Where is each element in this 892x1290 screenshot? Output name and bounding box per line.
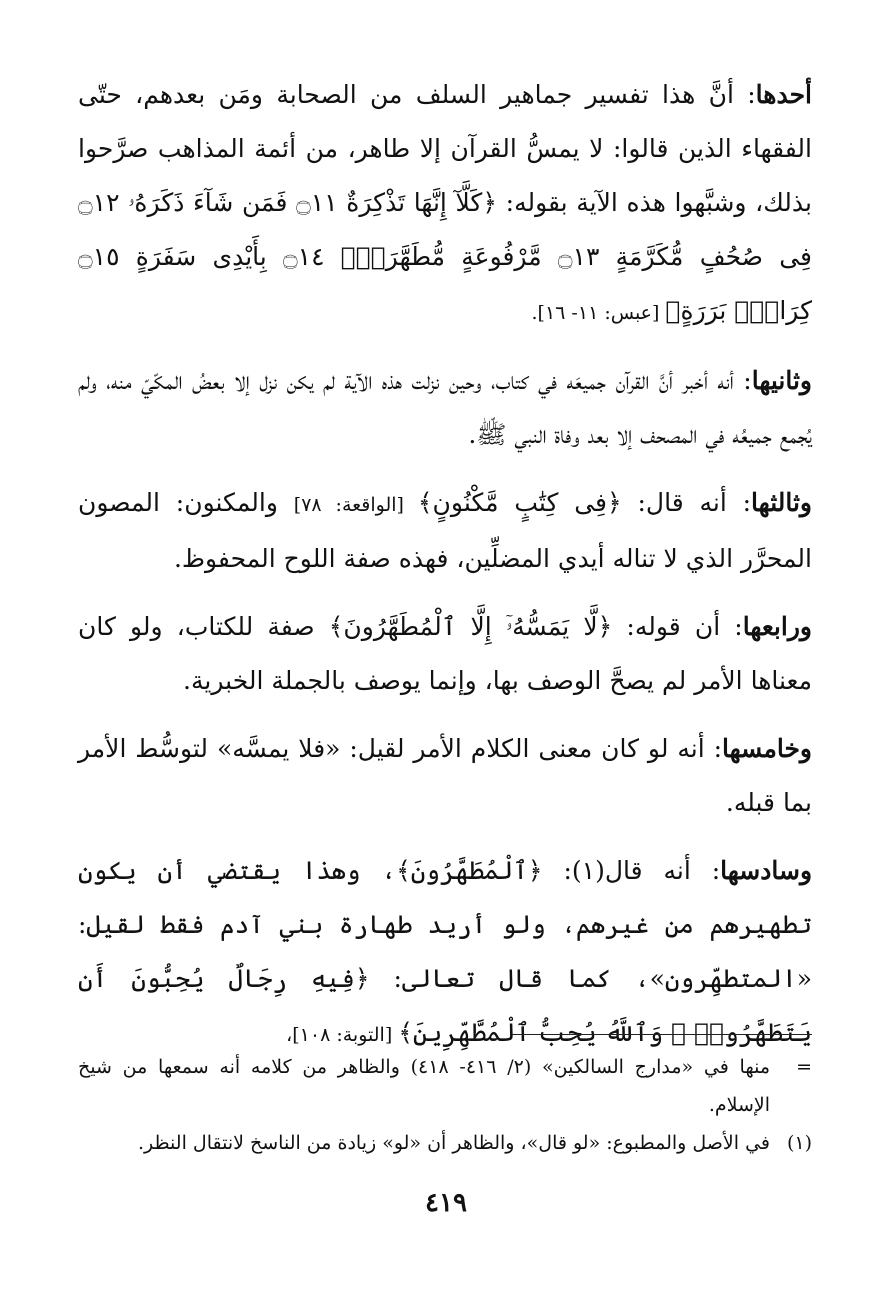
page-number: ٤١٩: [425, 1188, 467, 1218]
footnote-marker: =: [796, 1056, 812, 1078]
paragraph-text: : أنَّ هذا تفسير جماهير السلف من الصحابة ومَن بعدهم، حتّى الفقهاء الذين قالوا: لا يمسُّ القرآن إلا طاهر، من أئمة المذاهب صرَّحوا بذلك، وشبَّهوا هذه الآية بقوله:: [78, 80, 813, 217]
footnote-1: [78, 1124, 812, 1162]
paragraph-first: [78, 68, 812, 340]
paragraph-lead: وخامسها: [722, 734, 812, 763]
paragraph-lead: ورابعها: [742, 612, 812, 641]
paragraph-lead: وثانيها: [751, 366, 812, 395]
paragraph-text: : أنه قال(١):: [542, 856, 721, 885]
paragraph-second: [78, 354, 812, 462]
quran-verse: ﴿فِى كِتَٰبٍ مَّكْنُونٍ﴾: [417, 488, 622, 517]
quran-verse: ﴿لَّا يَمَسُّهُۥٓ إِلَّا ٱلْمُطَهَّرُونَ﴾: [328, 612, 613, 641]
footnote-text: في الأصل والمطبوع: «لو قال»، والظاهر أن «لو» زيادة من الناسخ لانتقال النظر.: [137, 1132, 770, 1154]
verse-reference: [الواقعة: ٧٨]: [293, 494, 418, 516]
footnote-divider: [512, 1034, 812, 1035]
footnote-continued: [78, 1048, 812, 1124]
quran-verse-second: ﴿فِيهِ رِجَالٌ يُحِبُّونَ أَن يَتَطَهَّرُوا۟ ۚ وَٱللَّهُ يُحِبُّ ٱلْمُطَّهِّرِينَ﴾: [78, 964, 812, 1047]
paragraph-text: : أنه أخبر أنَّ القرآن جميعَه في كتاب، وحين نزلت هذه الآية لم يكن نزل إلا بعضُ المكّيّ منه، ولم يُجمع جميعُه في المصحف إلا بعد وفاة النبي ﷺ.: [78, 366, 812, 449]
quran-verse: ﴿ٱلْمُطَهَّرُونَ﴾: [396, 856, 543, 885]
verse-reference: [عبس: ١١- ١٦].: [531, 302, 666, 324]
footnote-text: منها في «مدارج السالكين» (٢/ ٤١٦- ٤١٨) والظاهر من كلامه أنه سمعها من شيخ الإسلام.: [78, 1056, 770, 1116]
verse-reference: [التوبة: ١٠٨]،: [286, 1024, 399, 1046]
paragraph-lead: وثالثها: [751, 488, 812, 517]
paragraph-text: : أنه قال:: [621, 488, 752, 517]
paragraph-lead: وسادسها: [720, 856, 813, 885]
paragraph-tail: صفة للكتاب، ولو كان معناها الأمر لم يصحَّ الوصف بها، وإنما يوصف بالجملة الخبرية.: [78, 612, 812, 695]
paragraph-fourth: [78, 600, 812, 708]
paragraph-text: : أن قوله:: [612, 612, 743, 641]
footnote-marker: (١): [786, 1132, 812, 1154]
footnotes: [78, 1048, 812, 1162]
paragraph-fifth: [78, 722, 812, 830]
quran-verse: ﴿كَلَّآ إِنَّهَا تَذْكِرَةٌ ۝١١ فَمَن شَآءَ ذَكَرَهُۥ ۝١٢ فِى صُحُفٍ مُّكَرَّمَةٍ ۝١٣ مَّرْفُوعَةٍ مُّطَهَّرَةٍۭ ۝١٤ بِأَيْدِى سَفَرَةٍ ۝١٥ كِرَامٍۭ بَرَرَةٍ﴾: [78, 188, 812, 325]
paragraph-tail: ، وهذا يقتضي أن يكون تطهيرهم من غيرهم، ولو أريد طهارة بني آدم فقط لقيل: «المتطهِّرون»، كما قال تعالى:: [78, 856, 812, 993]
paragraph-tail: والمكنون: المصون المحرَّر الذي لا تناله أيدي المضلِّين، فهذه صفة اللوح المحفوظ.: [78, 488, 812, 573]
paragraph-sixth: [78, 844, 812, 1062]
paragraph-third: [78, 476, 812, 586]
paragraph-text: : أنه لو كان معنى الكلام الأمر لقيل: «فلا يمسَّه» لتوسُّط الأمر بما قبله.: [78, 734, 812, 817]
paragraph-lead: أحدها: [755, 80, 812, 109]
